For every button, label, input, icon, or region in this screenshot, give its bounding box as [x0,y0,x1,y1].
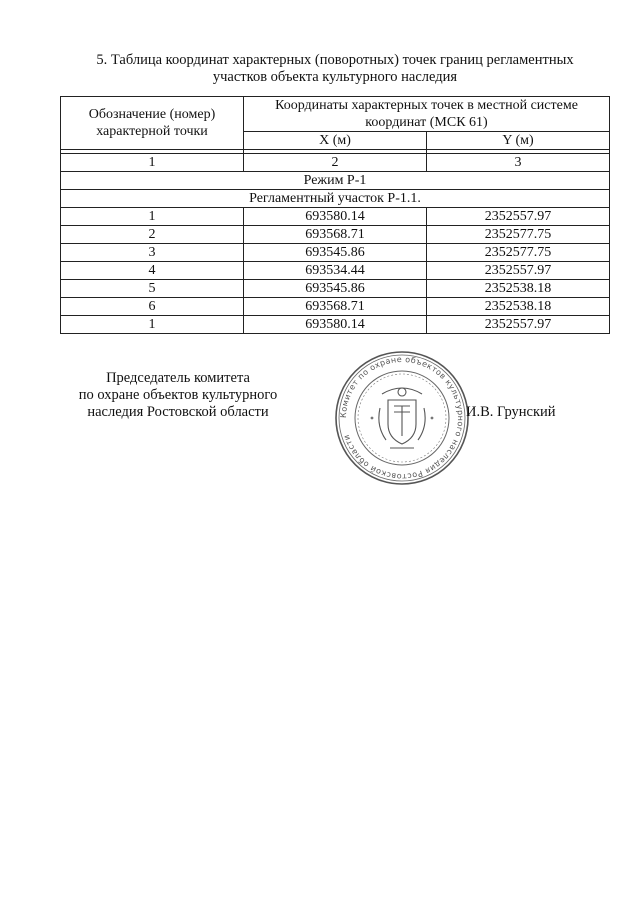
header-point-designation: Обозначение (номер) характерной точки [61,97,244,150]
table-title [60,52,610,86]
point-number: 5 [61,280,244,298]
signatory-name: И.В. Грунский [466,404,556,420]
point-x: 693580.14 [244,316,427,334]
table-title-line1: 5. Таблица координат характерных (поворотных) точек границ регламентных [96,52,574,68]
point-y: 2352557.97 [427,208,610,226]
section-row [61,190,610,208]
point-y: 2352538.18 [427,298,610,316]
table-row [61,208,610,226]
column-number-2: 2 [244,154,427,172]
header-y: Y (м) [427,132,610,150]
point-y: 2352577.75 [427,226,610,244]
point-x: 693545.86 [244,244,427,262]
position-line-1: Председатель комитета [106,370,250,386]
point-number: 4 [61,262,244,280]
signatory-position [58,370,298,421]
point-x: 693545.86 [244,280,427,298]
regime-row [61,172,610,190]
point-x: 693534.44 [244,262,427,280]
point-number: 6 [61,298,244,316]
table-row [61,262,610,280]
position-line-3: наследия Ростовской области [87,404,269,420]
seal-text: Комитет по охране объектов культурного наследия Ростовской области [338,354,466,482]
point-x: 693580.14 [244,208,427,226]
point-number: 1 [61,208,244,226]
table-row [61,226,610,244]
table-row [61,298,610,316]
table-title-line2: участков объекта культурного наследия [212,69,458,85]
coordinates-table [60,96,610,334]
table-row [61,280,610,298]
regime-label: Режим Р-1 [61,172,610,190]
position-line-2: по охране объектов культурного [78,387,278,403]
column-numbers-row [61,154,610,172]
column-number-3: 3 [427,154,610,172]
point-x: 693568.71 [244,298,427,316]
point-y: 2352557.97 [427,316,610,334]
official-seal-icon [332,348,472,488]
point-number: 2 [61,226,244,244]
header-x: X (м) [244,132,427,150]
table-row [61,244,610,262]
point-y: 2352557.97 [427,262,610,280]
point-number: 3 [61,244,244,262]
header-coordinates: Координаты характерных точек в местной системе координат (МСК 61) [244,97,610,132]
table-row [61,316,610,334]
point-y: 2352577.75 [427,244,610,262]
point-number: 1 [61,316,244,334]
point-y: 2352538.18 [427,280,610,298]
section-label: Регламентный участок Р-1.1. [61,190,610,208]
header-row-1 [61,97,610,132]
column-number-1: 1 [61,154,244,172]
point-x: 693568.71 [244,226,427,244]
